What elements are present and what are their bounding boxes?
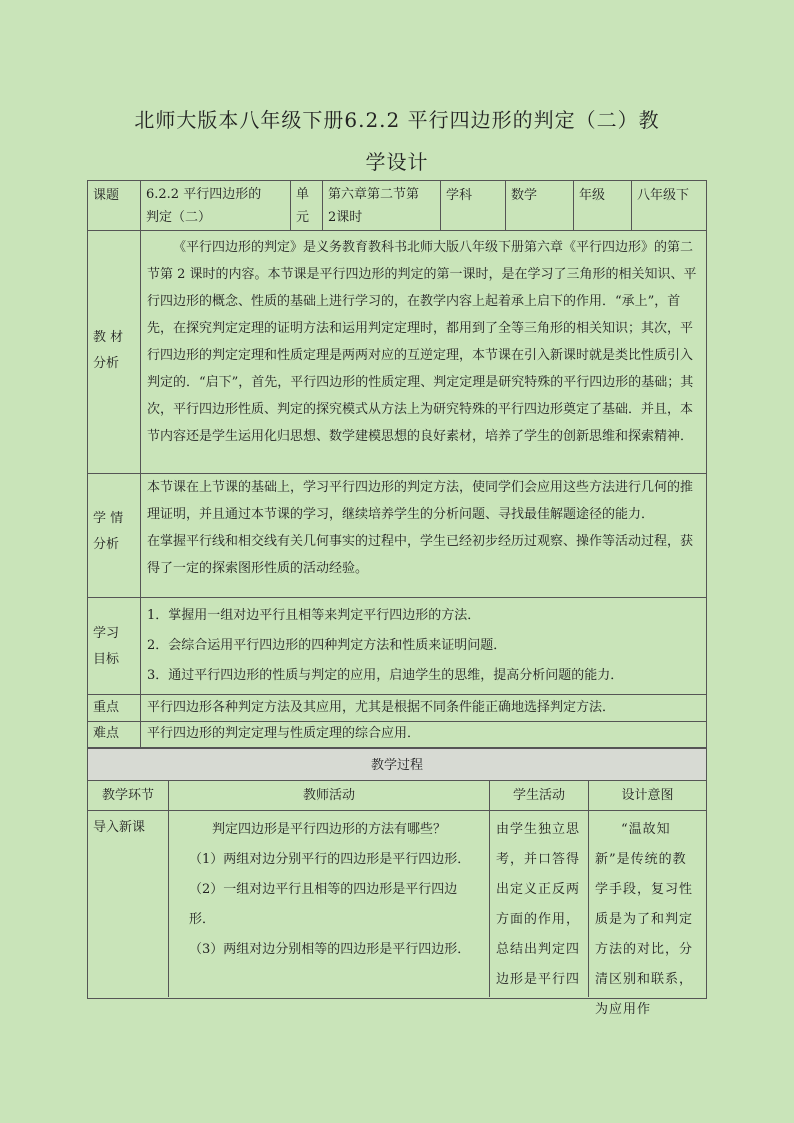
design-intent-cell [589, 811, 706, 1017]
teacher-item: （1）两组对边分别平行的四边形是平行四边形． [189, 852, 471, 867]
teacher-item: （2）一组对边平行且相等的四边形是平行四边形． [189, 882, 458, 927]
difficulty-text: 平行四边形的判定定理与性质定理的综合应用． [147, 726, 421, 741]
unit-value-cell [323, 181, 441, 231]
lesson-value-cell [141, 181, 291, 231]
teacher-activity-cell [169, 811, 490, 997]
key-point-text: 平行四边形各种判定方法及其应用，尤其是根据不同条件能正确地选择判定方法． [147, 700, 616, 715]
student-activity-cell [490, 811, 589, 997]
goal-item: 3．通过平行四边形的性质与判定的应用，启迪学生的思维，提高分析问题的能力． [147, 668, 624, 683]
unit-value-line-1: 第六章第二节第 [328, 187, 420, 202]
col-intent-label: 设计意图 [621, 788, 674, 803]
goal-item: 2．会综合运用平行四边形的四种判定方法和性质来证明问题． [147, 638, 507, 653]
info-table [87, 180, 707, 748]
teacher-item: （3）两组对边分别相等的四边形是平行四边形． [189, 942, 471, 957]
lesson-value-line-2: 判定（二） [146, 210, 212, 225]
col-student-header [490, 781, 589, 811]
goals-label-cell [88, 598, 141, 695]
students-content-cell [141, 474, 706, 598]
stage-text: 导入新课 [93, 820, 146, 835]
difficulty-label: 难点 [93, 726, 120, 741]
process-table [87, 748, 707, 1017]
col-teacher-header [169, 781, 490, 811]
students-label-line-2: 分析 [93, 537, 120, 552]
difficulty-label-cell [88, 722, 141, 747]
document-title-line-1: 北师大版本八年级下册6.2.2 平行四边形的判定（二）教 [134, 108, 660, 132]
process-header: 教学过程 [370, 758, 423, 773]
unit-label-line-1: 单 [296, 187, 310, 202]
key-point-label-cell [88, 695, 141, 722]
col-stage-label: 教学环节 [101, 788, 154, 803]
material-label-line-1: 教 材 [93, 330, 124, 345]
unit-label-line-2: 元 [296, 210, 310, 225]
material-label-cell [88, 231, 141, 474]
subject-label-cell [441, 181, 506, 231]
design-intent-text: “温故知新”是传统的教学手段，复习性质是为了和判定方法的对比，分清区别和联系，为应用作 [595, 822, 694, 1017]
grade-value: 八年级下 [637, 188, 690, 203]
goals-content-cell [141, 598, 706, 695]
col-intent-header [589, 781, 706, 811]
students-text-2: 在掌握平行线和相交线有关几何事实的过程中，学生已经初步经历过观察、操作等活动过程，获得了一定的探索图形性质的活动经验。 [147, 534, 694, 576]
grade-value-cell [632, 181, 706, 231]
col-student-label: 学生活动 [512, 788, 565, 803]
lesson-value-line-1: 6.2.2 平行四边形的 [146, 187, 262, 202]
grade-label-cell [574, 181, 632, 231]
key-point-content-cell [141, 695, 706, 722]
subject-value: 数学 [511, 188, 538, 203]
student-activity-text: 由学生独立思考，并口答得出定义正反两方面的作用，总结出判定四边形是平行四 [496, 822, 581, 987]
document-title-line-2: 学设计 [365, 150, 429, 174]
goals-label-line-2: 目标 [93, 652, 120, 667]
process-header-cell [88, 748, 706, 781]
teacher-question: 判定四边形是平行四边形的方法有哪些？ [211, 822, 446, 837]
unit-value-line-2: 2课时 [328, 210, 363, 225]
goals-label-line-1: 学习 [93, 626, 120, 641]
students-label-cell [88, 474, 141, 598]
subject-label: 学科 [446, 188, 473, 203]
material-label-line-2: 分析 [93, 356, 120, 371]
material-text: 《平行四边形的判定》是义务教育教科书北师大版八年级下册第六章《平行四边形》的第二节第 2 课时的内容。本节课是平行四边形的判定的第一课时，是在学习了三角形的相关知识、平行四边形的概念、性质的基础上进行学习的，在教学内容上起着承上启下的作用．“承上”，首先，在探究判定定理的证明方法和运用判定定理时，都用到了全等三角形的相关知识；其次，平行四边形的判定定理和性质定理是两两对应的互逆定理，本节课在引入新课时就是类比性质引入判定的．“启下”，首先，平行四边形的性质定理、判定定理是研究特殊的平行四边形的基础；其次，平行四边形性质、判定的探究模式从方法上为研究特殊的平行四边形奠定了基础．并且，本节内容还是学生运用化归思想、数学建模思想的良好素材，培养了学生的创新思维和探索精神． [147, 240, 697, 444]
difficulty-content-cell [141, 722, 706, 747]
material-content-cell [141, 231, 706, 474]
lesson-label: 课题 [93, 188, 120, 203]
subject-value-cell [506, 181, 574, 231]
goal-item: 1．掌握用一组对边平行且相等来判定平行四边形的方法． [147, 608, 481, 623]
students-label-line-1: 学 情 [93, 511, 124, 526]
unit-label-cell [291, 181, 323, 231]
lesson-label-cell [88, 181, 141, 231]
col-teacher-label: 教师活动 [302, 788, 355, 803]
grade-label: 年级 [579, 188, 606, 203]
col-stage-header [88, 781, 169, 811]
stage-cell [88, 811, 169, 997]
students-text-1: 本节课在上节课的基础上，学习平行四边形的判定方法，使同学们会应用这些方法进行几何的推理证明，并且通过本节课的学习，继续培养学生的分析问题、寻找最佳解题途径的能力． [147, 480, 694, 522]
key-point-label: 重点 [93, 700, 120, 715]
